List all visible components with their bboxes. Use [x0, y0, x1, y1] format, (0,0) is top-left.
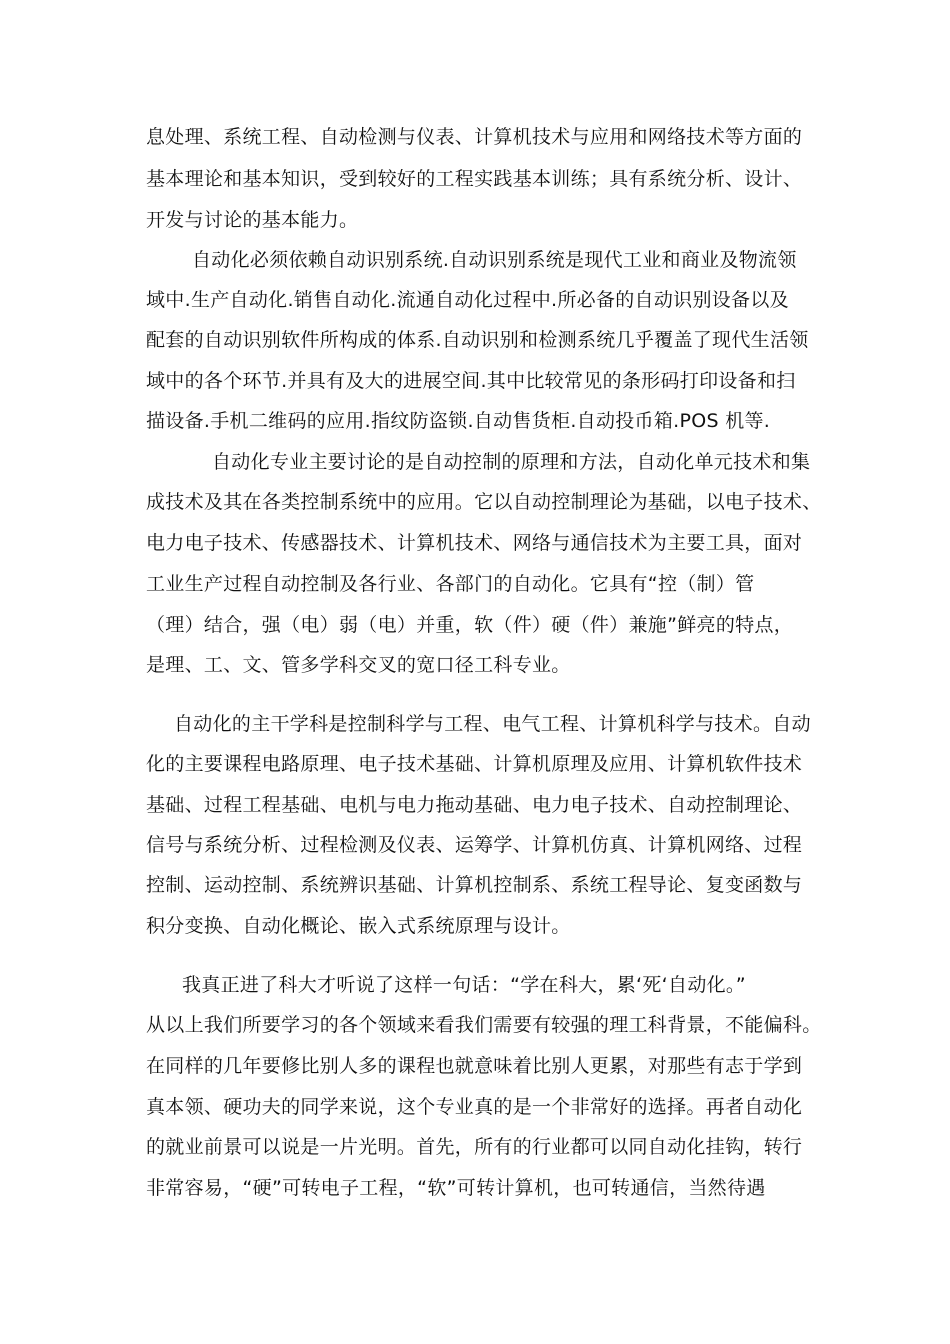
p2-line-5: 描设备.手机二维码的应用.指纹防盗锁.自动售货柜.自动投币箱.POS 机等. — [146, 410, 771, 432]
p3-line-6: 是理、工、文、管多学科交叉的宽口径工科专业。 — [146, 654, 571, 676]
p3-line-2: 成技术及其在各类控制系统中的应用。它以自动控制理论为基础，以电子技术、 — [146, 491, 822, 513]
p5-line-2: 从以上我们所要学习的各个领域来看我们需要有较强的理工科背景，不能偏科。 — [146, 1014, 822, 1036]
p4-line-5: 控制、运动控制、系统辨识基础、计算机控制系、系统工程导论、复变函数与 — [146, 874, 803, 896]
p2-line-3: 配套的自动识别软件所构成的体系.自动识别和检测系统几乎覆盖了现代生活领 — [146, 329, 809, 351]
p4-line-4: 信号与系统分析、过程检测及仪表、运筹学、计算机仿真、计算机网络、过程 — [146, 834, 803, 856]
p4-line-6: 积分变换、自动化概论、嵌入式系统原理与设计。 — [146, 915, 571, 937]
p3-line-4: 工业生产过程自动控制及各行业、各部门的自动化。它具有“控（制）管 — [146, 573, 755, 595]
p5-line-6: 非常容易，“硬”可转电子工程，“软”可转计算机，也可转通信，当然待遇 — [146, 1177, 766, 1199]
p3-line-5: （理）结合，强（电）弱（电）并重，软（件）硬（件）兼施”鲜亮的特点， — [146, 614, 794, 636]
p3-line-3: 电力电子技术、传感器技术、计算机技术、网络与通信技术为主要工具，面对 — [146, 532, 803, 554]
p1-line-3: 开发与讨论的基本能力。 — [146, 209, 359, 231]
p5-line-4: 真本领、硬功夫的同学来说，这个专业真的是一个非常好的选择。再者自动化 — [146, 1096, 803, 1118]
p4-line-1: 自动化的主干学科是控制科学与工程、电气工程、计算机科学与技术。自动 — [174, 713, 811, 735]
p3-line-1: 自动化专业主要讨论的是自动控制的原理和方法，自动化单元技术和集 — [212, 451, 811, 473]
p4-line-2: 化的主要课程电路原理、电子技术基础、计算机原理及应用、计算机软件技术 — [146, 753, 803, 775]
p2-line-1: 自动化必须依赖自动识别系统.自动识别系统是现代工业和商业及物流领 — [192, 249, 797, 271]
p2-line-4: 域中的各个环节.并具有及大的进展空间.其中比较常见的条形码打印设备和扫 — [146, 370, 796, 392]
p4-line-3: 基础、过程工程基础、电机与电力拖动基础、电力电子技术、自动控制理论、 — [146, 794, 803, 816]
p1-line-2: 基本理论和基本知识，受到较好的工程实践基本训练；具有系统分析、设计、 — [146, 168, 803, 190]
p5-line-5: 的就业前景可以说是一片光明。首先，所有的行业都可以同自动化挂钩，转行 — [146, 1136, 803, 1158]
p5-line-1: 我真正进了科大才听说了这样一句话：“学在科大，累‘死‘自动化。” — [182, 974, 746, 996]
p1-line-1: 息处理、系统工程、自动检测与仪表、计算机技术与应用和网络技术等方面的 — [146, 126, 803, 148]
p2-line-2: 域中.生产自动化.销售自动化.流通自动化过程中.所必备的自动识别设备以及 — [146, 289, 789, 311]
p5-line-3: 在同样的几年要修比别人多的课程也就意味着比别人更累，对那些有志于学到 — [146, 1055, 803, 1077]
